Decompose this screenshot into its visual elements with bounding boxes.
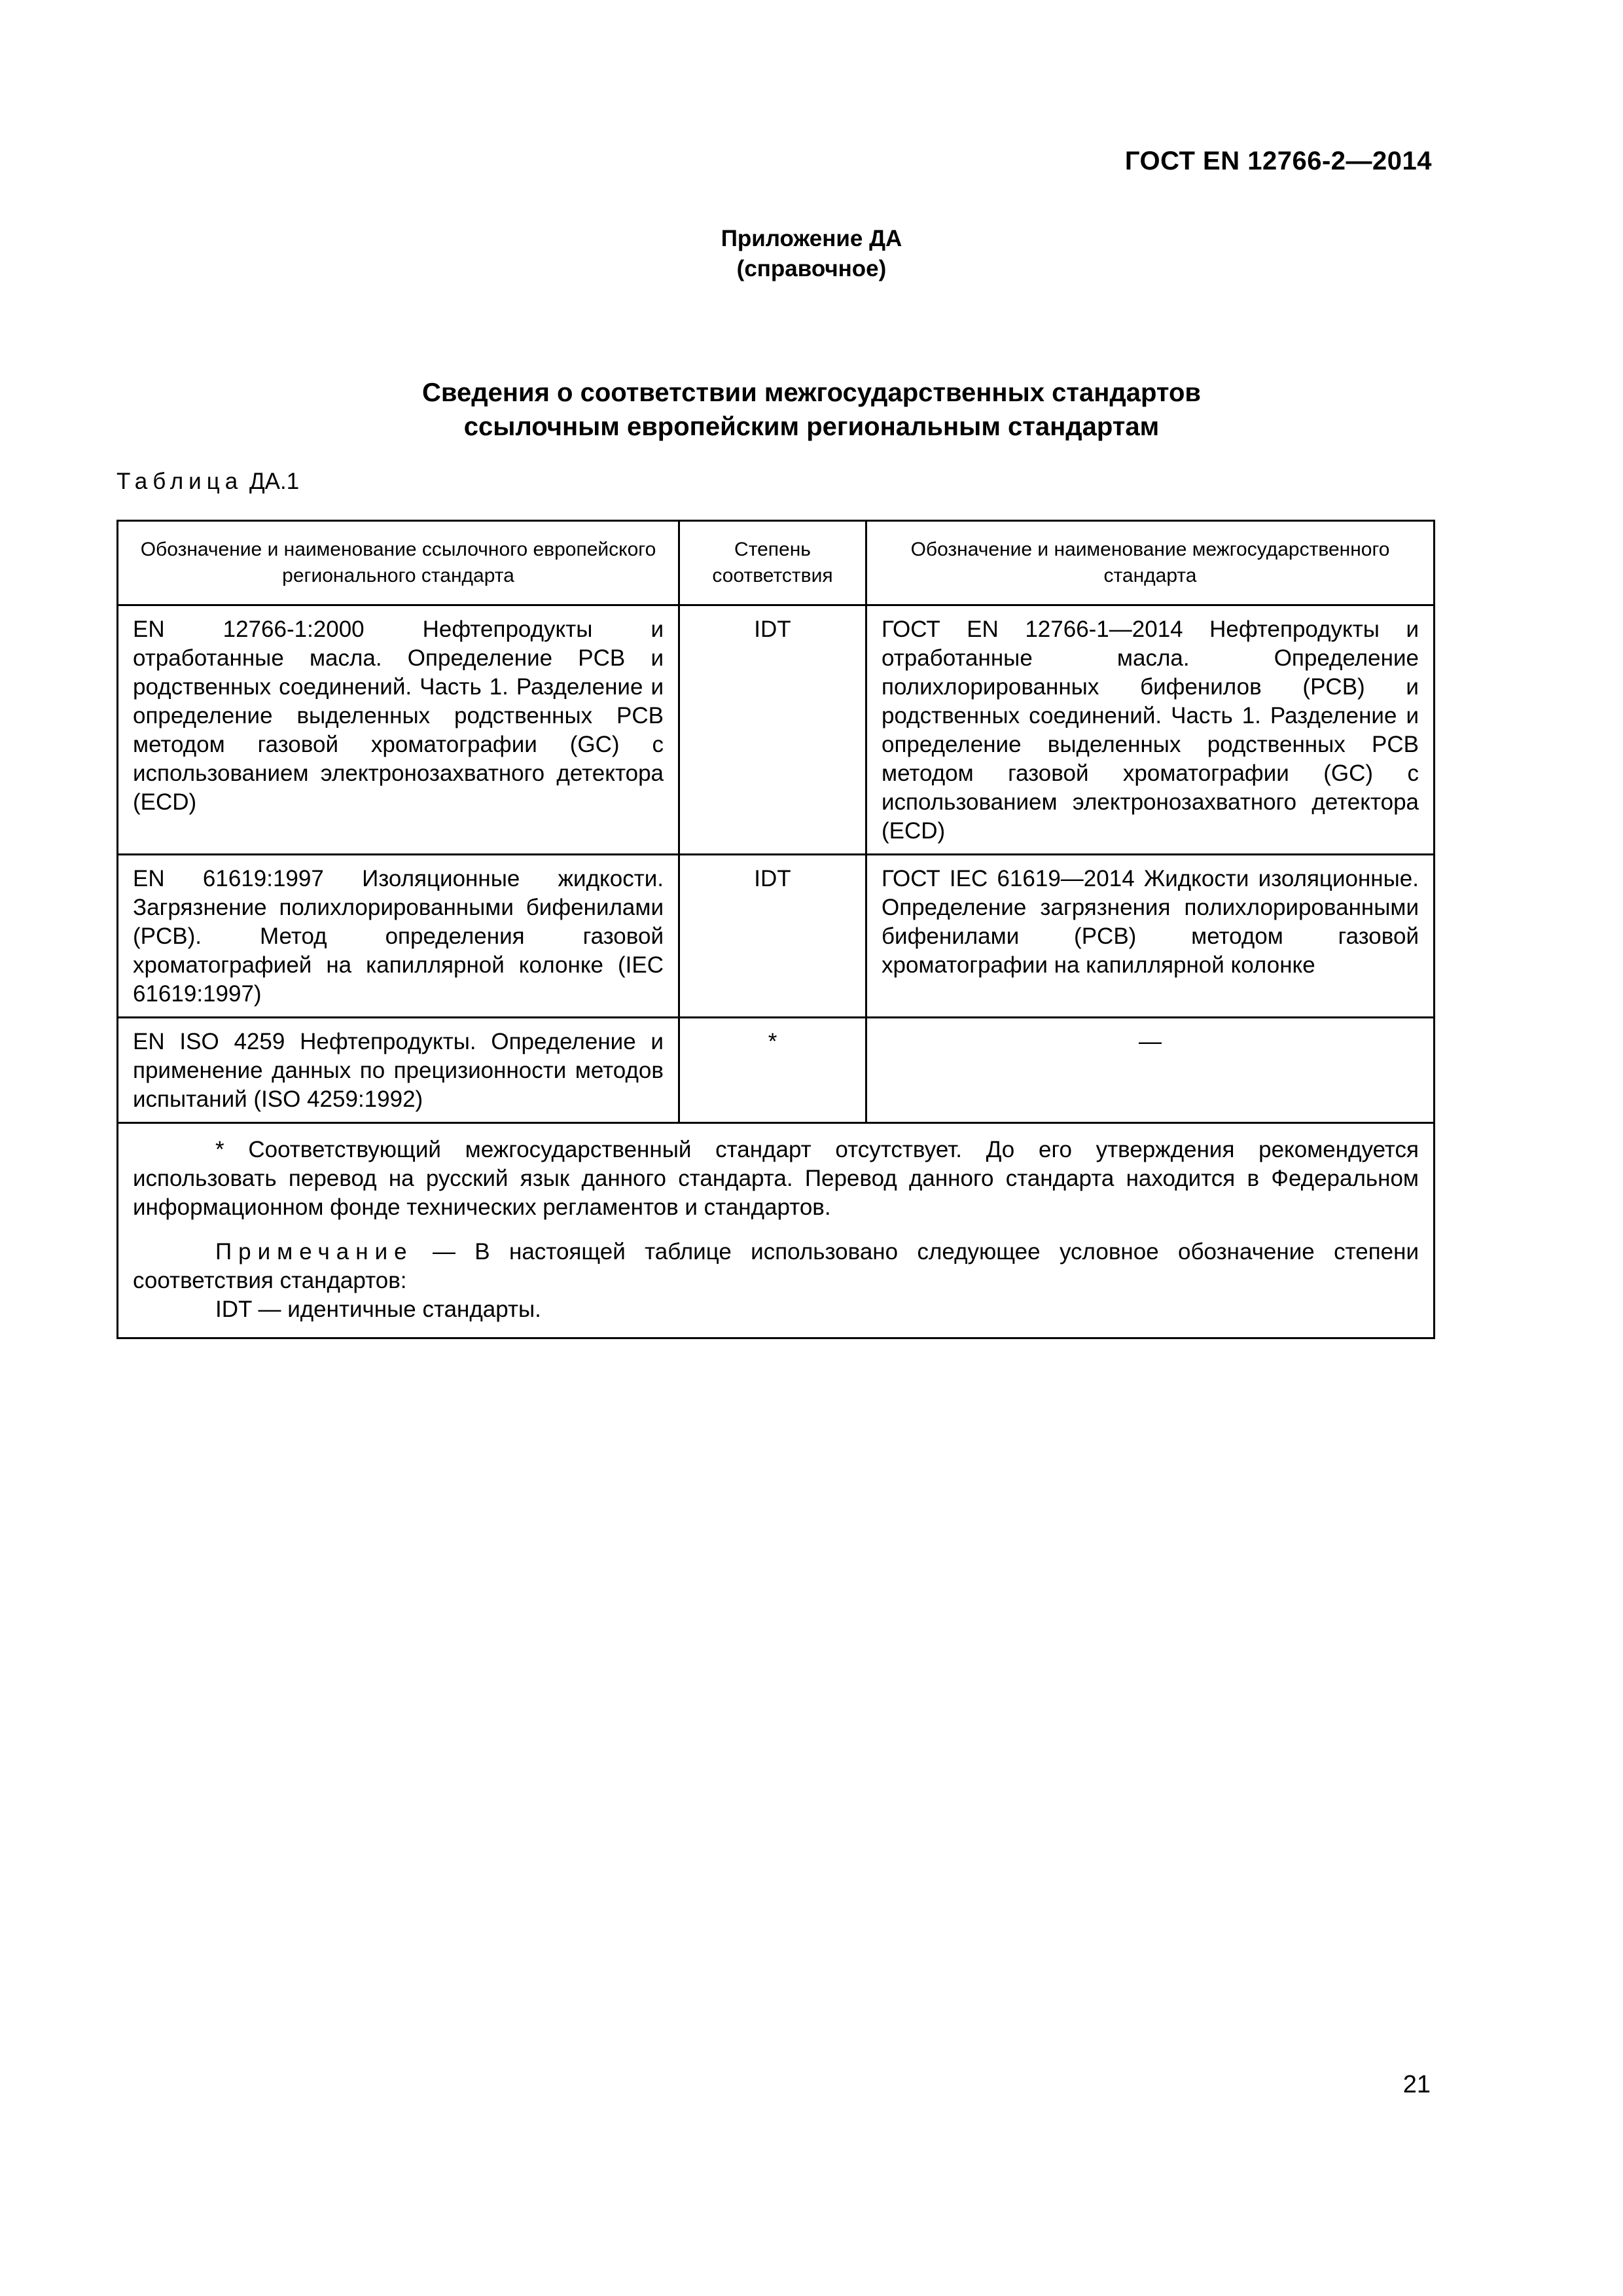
correspondence-table [116,520,1435,1339]
header-reference-standard: Обозначение и наименование ссылочного европейского регионального стандарта [118,521,679,605]
table-row [118,1018,1435,1123]
degree-cell: * [679,1018,866,1123]
table-caption [116,469,299,495]
table-caption-prefix: Таблица [116,469,243,494]
reference-standard-cell: EN ISO 4259 Нефтепродукты. Определение и применение данных по прецизионности методов испытаний (ISO 4259:1992) [118,1018,679,1123]
note-idt-definition: IDT — идентичные стандарты. [215,1297,541,1322]
table-footnote-row [118,1123,1435,1338]
degree-cell: IDT [679,605,866,855]
table-footnote-cell [118,1123,1435,1338]
annex-title: Приложение ДА [721,226,902,251]
interstate-standard-cell: — [866,1018,1435,1123]
footnote-text: * Соответствующий межгосударственный стандарт отсутствует. До его утверждения рекомендуется использовать перевод на русский язык данного стандарта. Перевод данного стандарта находится в Федеральном информационном фонде технических регламентов и стандартов. [133,1137,1419,1220]
note-label: Примечание [215,1239,414,1265]
reference-standard-cell: EN 61619:1997 Изоляционные жидкости. Загрязнение полихлорированными бифенилами (PCB). Метод определения газовой хроматографией на капиллярной колонке (IEC 61619:1997) [118,855,679,1018]
note-text: — В настоящей таблице использовано следующее условное обозначение степени соответствия стандартов: [133,1239,1419,1293]
section-title-line2: ссылочным европейским региональным стандартам [463,412,1160,441]
table-row [118,605,1435,855]
section-heading [0,376,1623,444]
annex-subtitle: (справочное) [736,256,887,281]
reference-standard-cell: EN 12766-1:2000 Нефтепродукты и отработанные масла. Определение PCB и родственных соединений. Часть 1. Разделение и определение выделенных родственных PCB методом газовой хроматографии (GC) с использованием электронозахватного детектора (ECD) [118,605,679,855]
document-code: ГОСТ EN 12766-2—2014 [1124,147,1432,175]
annex-heading [0,224,1623,284]
page-number: 21 [1402,2071,1431,2098]
table-caption-number: ДА.1 [249,469,300,494]
degree-cell: IDT [679,855,866,1018]
header-interstate-standard: Обозначение и наименование межгосударственного стандарта [866,521,1435,605]
interstate-standard-cell: ГОСТ EN 12766-1—2014 Нефтепродукты и отработанные масла. Определение полихлорированных бифенилов (PCB) и родственных соединений. Часть 1. Разделение и определение выделенных родственных PCB методом газовой хроматографии (GC) с использованием электронозахватного детектора (ECD) [866,605,1435,855]
table-note [133,1238,1419,1295]
table-row [118,855,1435,1018]
table-header-row [118,521,1435,605]
header-degree: Степень соответствия [679,521,866,605]
section-title-line1: Сведения о соответствии межгосударственных стандартов [422,378,1201,407]
interstate-standard-cell: ГОСТ IEC 61619—2014 Жидкости изоляционные. Определение загрязнения полихлорированными бифенилами (PCB) методом газовой хроматографии на капиллярной колонке [866,855,1435,1018]
